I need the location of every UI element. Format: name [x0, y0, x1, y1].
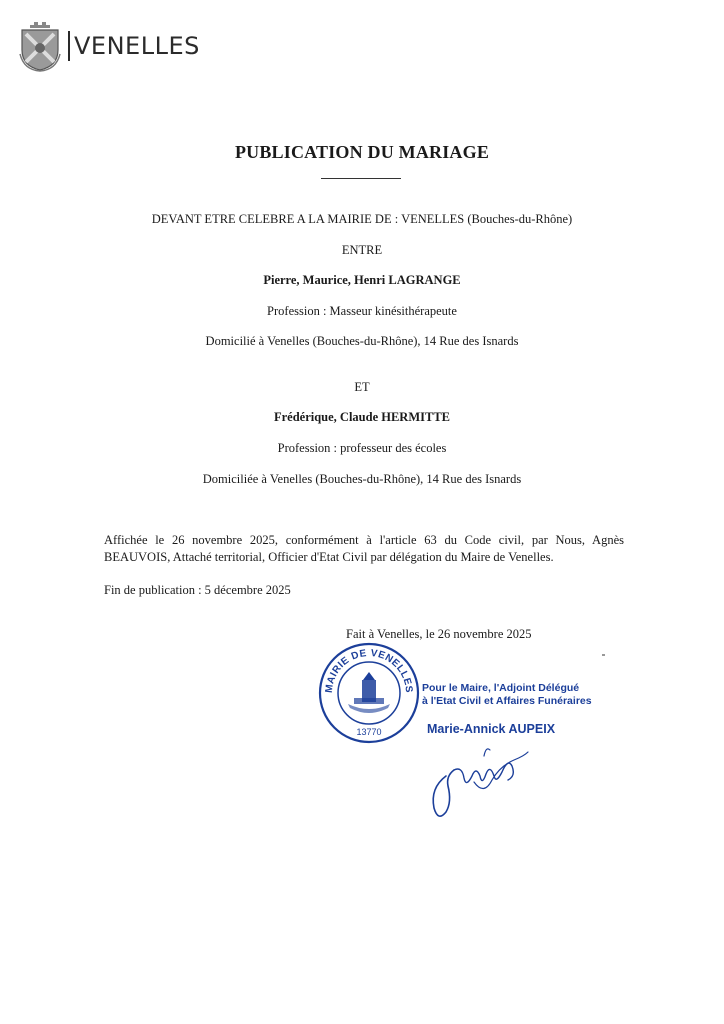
crest-icon [18, 20, 62, 72]
fin-publication: Fin de publication : 5 décembre 2025 [104, 583, 291, 597]
and-label: ET [354, 380, 370, 394]
person1-name: Pierre, Maurice, Henri LAGRANGE [263, 273, 461, 287]
logo-text: VENELLES [74, 32, 200, 60]
person1-profession: Profession : Masseur kinésithérapeute [267, 304, 457, 318]
person2-name: Frédérique, Claude HERMITTE [273, 410, 451, 424]
svg-text:13770: 13770 [356, 727, 382, 737]
affichage-paragraph: Affichée le 26 novembre 2025, conformément à l'article 63 du Code civil, par Nous, Agnès BEAUVOIS, Attaché territorial, Officier d'Etat Civil par délégation du Maire de Venelles. [104, 533, 624, 564]
handwritten-signature [424, 736, 534, 826]
fait-a-line: Fait à Venelles, le 26 novembre 2025 [346, 627, 532, 641]
intro-line: DEVANT ETRE CELEBRE A LA MAIRIE DE : VENELLES (Bouches-du-Rhône) [151, 212, 573, 226]
signatory-name: Marie-Annick AUPEIX [427, 722, 556, 736]
mairie-stamp [318, 642, 420, 744]
signatory-block [422, 682, 612, 736]
signatory-role-line2: à l'Etat Civil et Affaires Funéraires [422, 695, 592, 707]
title-underline [321, 178, 401, 179]
svg-text:MAIRIE DE VENELLES: MAIRIE DE VENELLES [323, 647, 415, 694]
speck [602, 654, 605, 656]
between-label: ENTRE [341, 243, 383, 257]
person2-profession: Profession : professeur des écoles [277, 441, 447, 455]
document-title: PUBLICATION DU MARIAGE [234, 142, 490, 162]
person2-domicile: Domiciliée à Venelles (Bouches-du-Rhône), 14 Rue des Isnards [202, 472, 522, 486]
venelles-logo [18, 20, 200, 72]
signatory-role-line1: Pour le Maire, l'Adjoint Délégué [422, 682, 580, 694]
logo-divider [68, 31, 70, 61]
person1-domicile: Domicilié à Venelles (Bouches-du-Rhône), 14 Rue des Isnards [205, 334, 519, 348]
